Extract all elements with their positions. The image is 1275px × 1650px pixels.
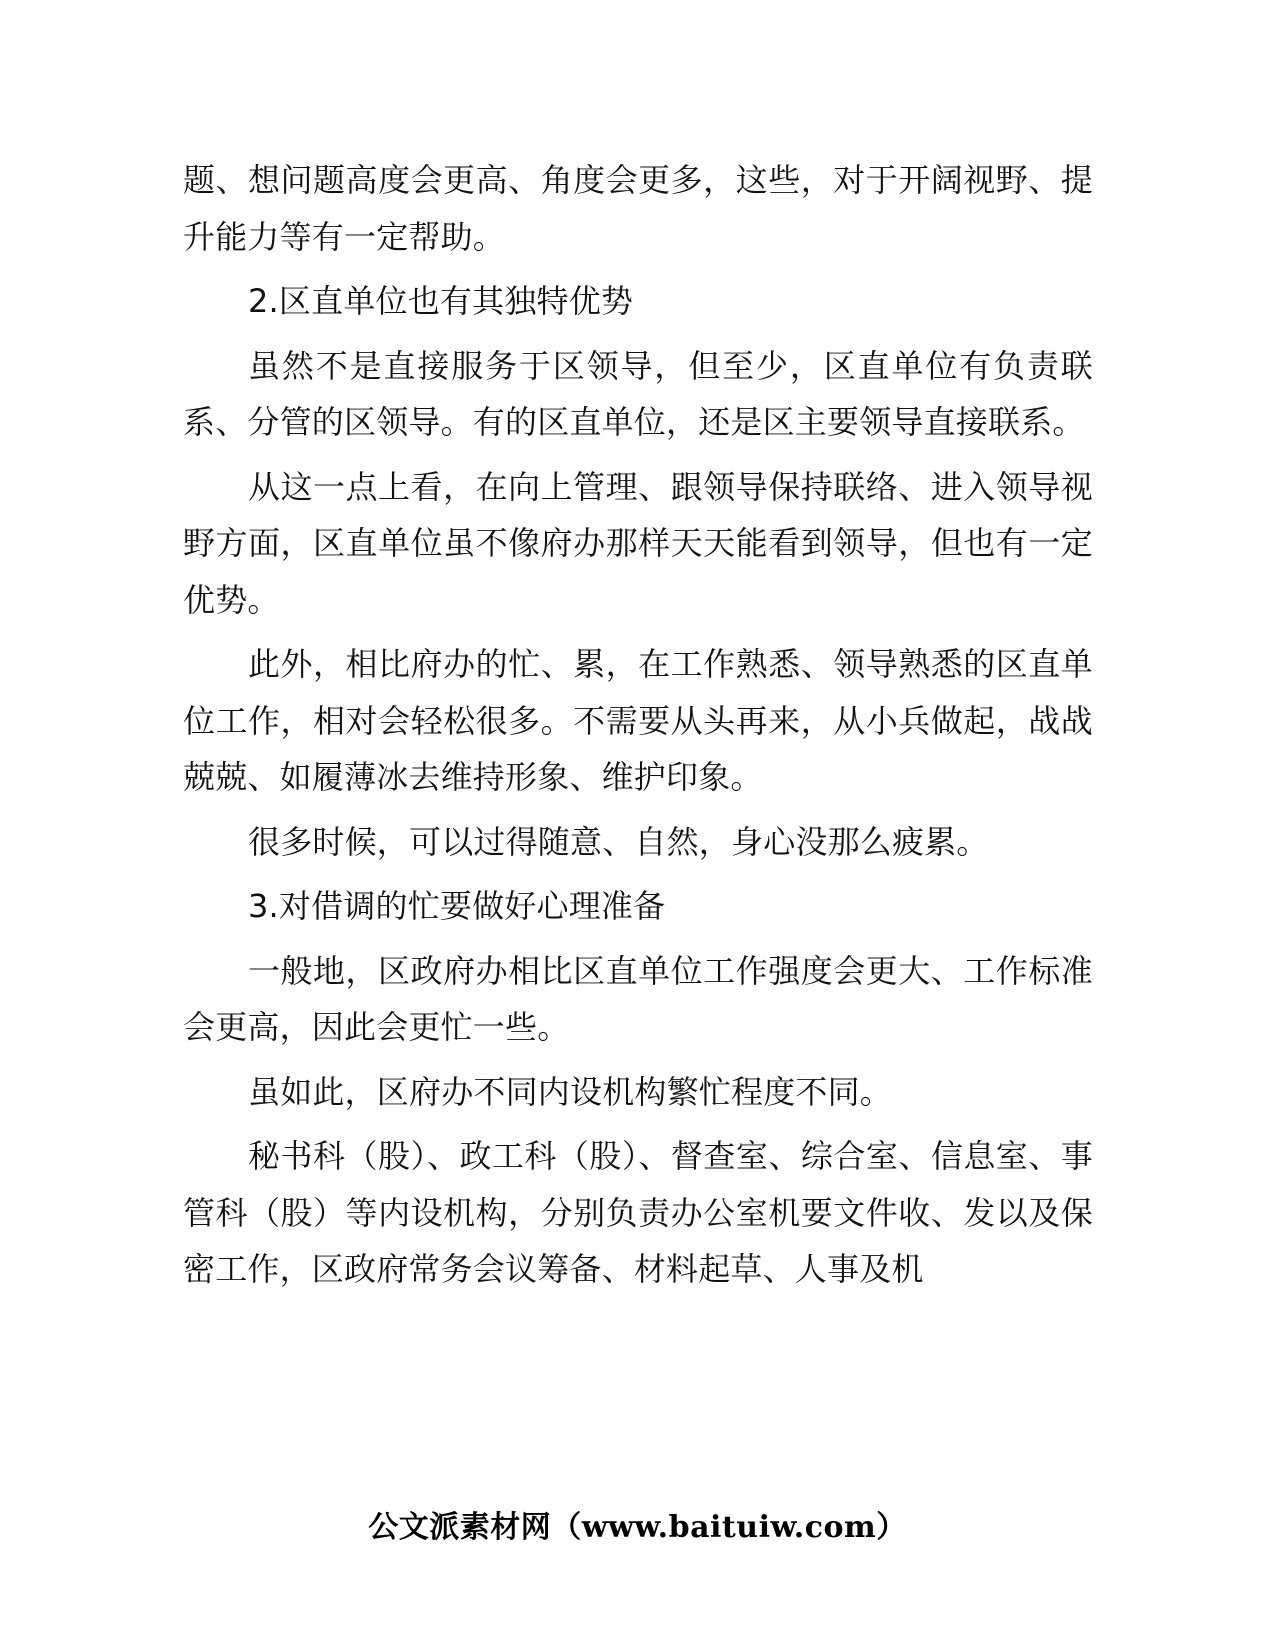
section-heading-2: 2.区直单位也有其独特优势	[248, 282, 634, 320]
paragraph: 秘书科（股）、政工科（股）、督查室、综合室、信息室、事管科（股）等内设机构，分别负责办公室机要文件收、发以及保密工作，区政府常务会议筹备、材料起草、人事及机	[183, 1137, 1093, 1288]
paragraph: 虽然不是直接服务于区领导，但至少，区直单位有负责联系、分管的区领导。有的区直单位，还是区主要领导直接联系。	[183, 346, 1093, 441]
document-body	[183, 152, 1093, 1298]
section-heading-3: 3.对借调的忙要做好心理准备	[248, 887, 666, 925]
paragraph-continuation: 题、想问题高度会更高、角度会更多，这些，对于开阔视野、提升能力等有一定帮助。	[183, 161, 1093, 256]
paragraph: 此外，相比府办的忙、累，在工作熟悉、领导熟悉的区直单位工作，相对会轻松很多。不需要从头再来，从小兵做起，战战兢兢、如履薄冰去维持形象、维护印象。	[183, 645, 1093, 796]
paragraph: 从这一点上看，在向上管理、跟领导保持联络、进入领导视野方面，区直单位虽不像府办那样天天能看到领导，但也有一定优势。	[183, 467, 1093, 619]
paragraph: 虽如此，区府办不同内设机构繁忙程度不同。	[248, 1072, 893, 1111]
footer-watermark: 公文派素材网（www.baituiw.com）	[368, 1510, 907, 1545]
paragraph: 很多时候，可以过得随意、自然，身心没那么疲累。	[248, 822, 989, 861]
paragraph: 一般地，区政府办相比区直单位工作强度会更大、工作标准会更高，因此会更忙一些。	[183, 951, 1093, 1046]
